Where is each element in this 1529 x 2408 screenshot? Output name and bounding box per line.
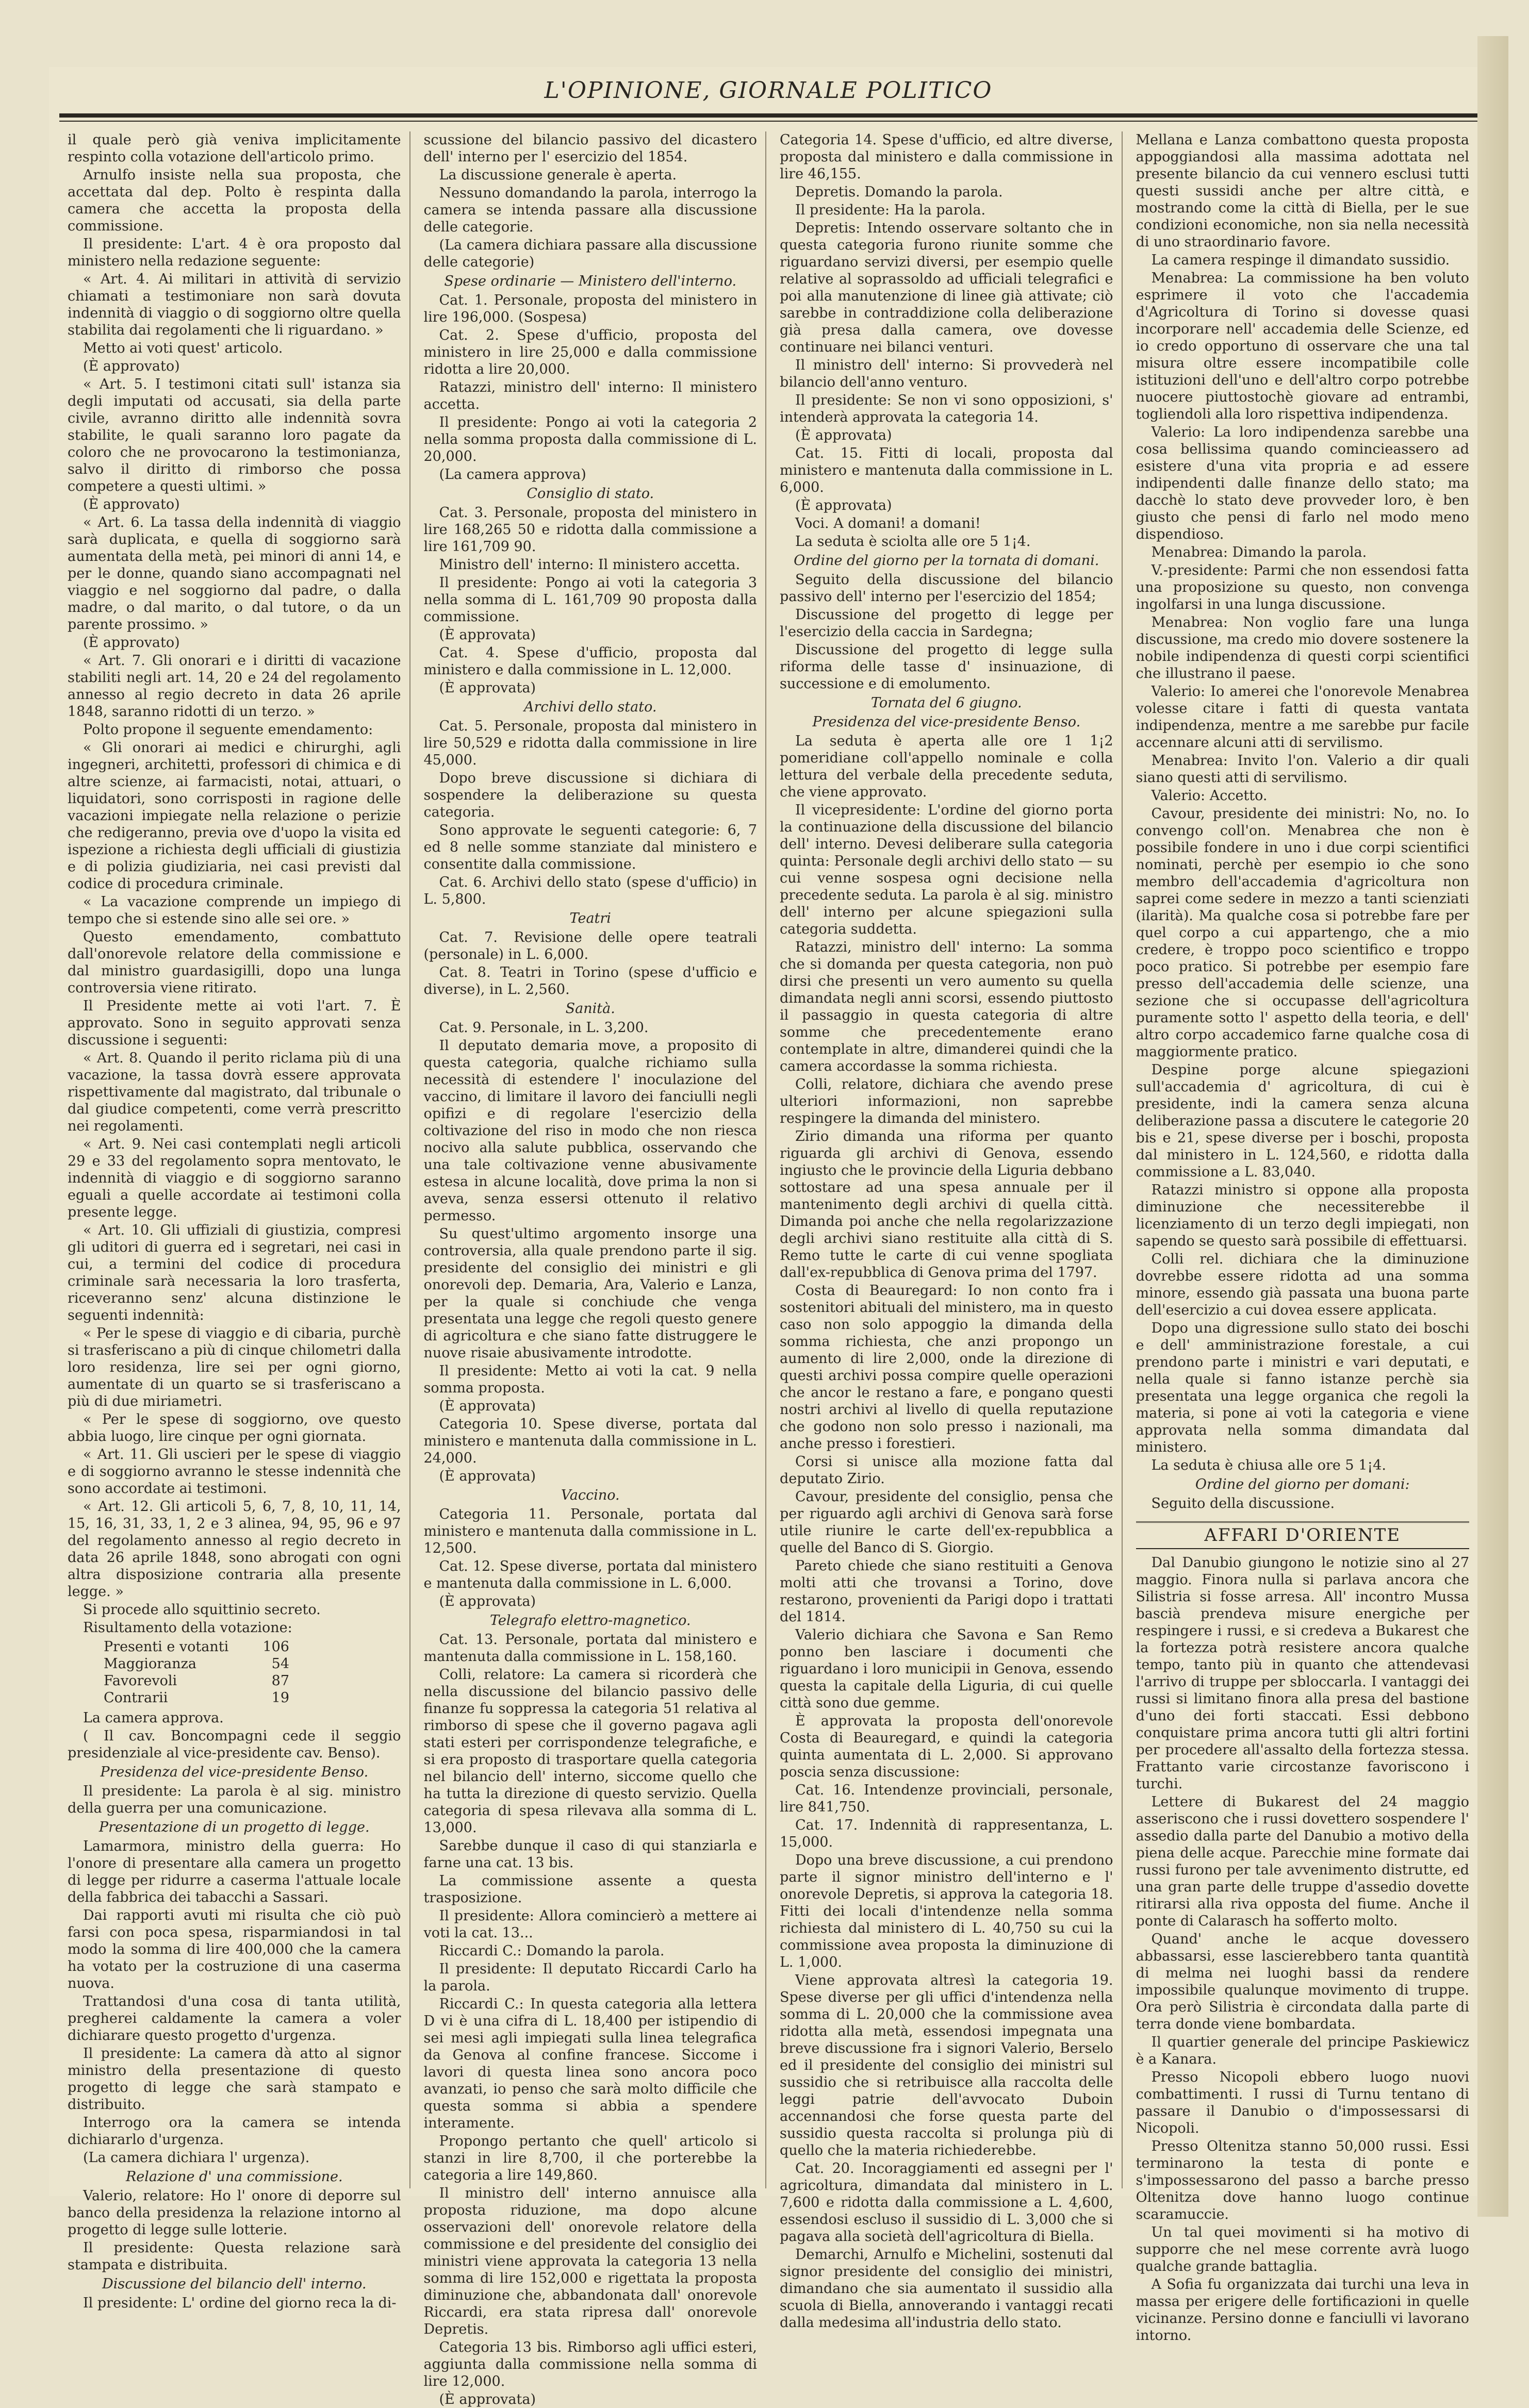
paragraph: La camera approva. [83, 1710, 224, 1726]
paragraph: « Per le spese di soggiorno, ove questo abbia luogo, lire cinque per ogni giornata. [68, 1411, 401, 1444]
paragraph: Il presidente: Questa relazione sarà stampata e distribuita. [68, 2240, 401, 2273]
paragraph: Categoria 10. Spese diverse, portata dal ministero e mantenuta dalla commissione in L. 24,000. [423, 1416, 757, 1466]
paragraph: Presso Oltenitza stanno 50,000 russi. Essi terminarono la testa di ponte e s'impossessarono del passo a barche presso Oltenitza dove hanno luogo continue scaramuccie. [1136, 2138, 1469, 2222]
paragraph: Il Presidente mette ai voti l'art. 7. È approvato. Sono in seguito approvati senza discussione i seguenti: [68, 998, 401, 1048]
section-heading: Presidenza del vice-presidente Benso. [812, 714, 1081, 730]
paragraph: Sono approvate le seguenti categorie: 6, 7 ed 8 nelle somme stanziate dal ministero e consentite dalla commissione. [423, 822, 757, 872]
paragraph: La seduta è sciolta alle ore 5 1¡4. [795, 534, 1031, 550]
paragraph: Despine porge alcune spiegazioni sull'accademia d' agricoltura, di cui è presidente, indi la camera senza alcuna deliberazione passa a discutere le categorie 20 bis e 21, spese diverse per i boschi, proposta dal ministero in L. 124,560, e ridotta dalla commissione a L. 83,040. [1136, 1062, 1469, 1180]
section-heading: Sanità. [565, 1001, 615, 1017]
paragraph: La seduta è aperta alle ore 1 1¡2 pomeridiane coll'appello nominale e colla lettura del verbale della precedente seduta, che viene approvato. [780, 733, 1113, 800]
paragraph: Cat. 17. Indennità di rappresentanza, L. 15,000. [780, 1817, 1113, 1850]
paragraph: Valerio, relatore: Ho l' onore di deporre sul banco della presidenza la relazione intorno al progetto di legge sulle lotterie. [68, 2188, 401, 2238]
paragraph: Categoria 14. Spese d'ufficio, ed altre diverse, proposta dal ministero e dalla commissione in lire 46,155. [780, 132, 1113, 182]
paragraph: Arnulfo insiste nella sua proposta, che accettata dal dep. Polto è respinta dalla camera che accetta la proposta della commissione. [68, 167, 401, 234]
section-heading: Discussione del bilancio dell' interno. [102, 2276, 367, 2292]
column-2 [416, 131, 767, 2407]
paragraph: Riccardi C.: In questa categoria alla lettera D vi è una cifra di L. 18,400 per istipendio di sei mesi agli impiegati sulla linea telegrafica da Genova al confine francese. Siccome i lavori di questa linea sono ancora poco avanzati, io penso che sarà molto difficile che questa somma si abbia a spendere interamente. [423, 1996, 757, 2131]
paragraph: Cat. 15. Fitti di locali, proposta dal ministero e mantenuta dalla commissione in L. 6,000. [780, 445, 1113, 495]
columns [59, 131, 1477, 2407]
paragraph: È approvata la proposta dell'onorevole Costa di Beauregard, e quindi la categoria quinta aumentata di L. 2,000. Si approvano poscia senza discussione: [780, 1713, 1113, 1780]
vote-row: Maggioranza 54 [104, 1656, 289, 1672]
section-heading: Relazione d' una commissione. [125, 2169, 343, 2185]
paragraph: Cat. 5. Personale, proposta dal ministero in lire 50,529 e ridotta dalla commissione in lire 45,000. [423, 718, 757, 768]
paragraph: Cat. 4. Spese d'ufficio, proposta dal ministero e dalla commissione in L. 12,000. [423, 645, 757, 678]
vote-row: Presenti e votanti 106 [104, 1639, 289, 1655]
paragraph: Quand' anche le acque dovessero abbassarsi, esse lascierebbero tanta quantità di melma nei luoghi bassi da rendere impossibile qualunque movimento di truppe. Ora però Silistria è circondata dalla parte di terra donde viene bombardata. [1136, 1931, 1469, 2032]
paragraph: ( Il cav. Boncompagni cede il seggio presidenziale al vice-presidente cav. Benso). [68, 1728, 401, 1761]
paragraph: (È approvata) [439, 1398, 536, 1414]
paragraph: Cat. 12. Spese diverse, portata dal ministero e mantenuta dalla commissione in L. 6,000. [423, 1558, 757, 1591]
paragraph: Lamarmora, ministro della guerra: Ho l'onore di presentare alla camera un progetto di legge per ridurre a caserma l'attuale locale della fabbrica dei tabacchi a Sassari. [68, 1838, 401, 1905]
paragraph: Il deputato demaria move, a proposito di questa categoria, qualche richiamo sulla necessità di estendere l' inoculazione del vaccino, di limitare il lavoro dei fanciulli negli opifizi e di regolare l'esercizio della coltivazione del riso in modo che non riesca nocivo alla salute pubblica, osservando che una tale coltivazione venne abusivamente estesa in alcune località, dove prima la non si aveva, senza essersi ottenuto il relativo permesso. [423, 1038, 757, 1224]
paragraph: Questo emendamento, combattuto dall'onorevole relatore della commissione e dal ministro guardasigilli, dopo una lunga controversia viene ritirato. [68, 929, 401, 996]
paragraph: (È approvata) [439, 2392, 536, 2407]
paragraph: (È approvato) [83, 635, 180, 651]
paragraph: (È approvata) [439, 627, 536, 643]
paragraph: Voci. A domani! a domani! [795, 516, 981, 532]
paragraph: Cat. 9. Personale, in L. 3,200. [439, 1020, 649, 1036]
vote-row: Favorevoli 87 [104, 1673, 289, 1689]
section-heading: Presidenza del vice-presidente Benso. [100, 1764, 369, 1780]
paragraph: Menabrea: Dimando la parola. [1151, 544, 1367, 560]
paragraph: Cat. 13. Personale, portata dal ministero e mantenuta dalla commissione in L. 158,160. [423, 1632, 757, 1665]
paragraph: scussione del bilancio passivo del dicastero dell' interno per l' esercizio del 1854. [423, 132, 757, 165]
paragraph: Il presidente: Metto ai voti la cat. 9 nella somma proposta. [423, 1363, 757, 1396]
section-heading: Presentazione di un progetto di legge. [98, 1819, 370, 1835]
paragraph: Colli rel. dichiara che la diminuzione dovrebbe essere ridotta ad una somma minore, essendo già passata una buona parte dell'esercizio a cui dovea essere applicata. [1136, 1251, 1469, 1318]
section-heading: Tornata del 6 giugno. [870, 695, 1022, 711]
paragraph: Polto propone il seguente emendamento: [83, 722, 373, 738]
paragraph: Valerio: La loro indipendenza sarebbe una cosa bellissima quando comincieassero ad esistere d'una vita propria e ad essere indipendenti dalle finanze dello stato; ma dacchè lo stato deve provveder loro, è ben giusto che pensi di farlo nel modo meno dispendioso. [1136, 424, 1469, 542]
paragraph: Il presidente: Allora comincierò a mettere ai voti la cat. 13... [423, 1908, 757, 1941]
paragraph: Menabrea: Non voglio fare una lunga discussione, ma credo mio dovere sostenere la nobile indipendenza di questi corpi scientifici che illustrano il paese. [1136, 615, 1469, 682]
paragraph: Il presidente: Se non vi sono opposizioni, s' intenderà approvata la categoria 14. [780, 392, 1113, 425]
paragraph: Cat. 16. Intendenze provinciali, personale, lire 841,750. [780, 1782, 1113, 1815]
paragraph: (È approvata) [439, 1593, 536, 1609]
paragraph: (È approvato) [83, 496, 180, 512]
paragraph: (La camera dichiara passare alla discussione delle categorie) [423, 237, 757, 270]
paragraph: Categoria 11. Personale, portata dal ministero e mantenuta dalla commissione in L. 12,500. [423, 1506, 757, 1556]
paragraph: Ministro dell' interno: Il ministero accetta. [439, 557, 741, 573]
paragraph: « Art. 9. Nei casi contemplati negli articoli 29 e 33 del regolamento sopra mentovato, le indennità di viaggio e di soggiorno saranno eguali a quelle accordate ai testimoni colla presente legge. [68, 1136, 401, 1220]
paragraph: « Art. 8. Quando il perito riclama più di una vacazione, la tassa dovrà essere approvata rispettivamente dal magistrato, dal tribunale o dal giudice competenti, come verrà prescritto nei regolamenti. [68, 1050, 401, 1134]
vote-row: Contrarii 19 [104, 1690, 289, 1706]
paragraph: Cat. 20. Incoraggiamenti ed assegni per l' agricoltura, dimandata dal ministero in L. 7,600 e ridotta dalla commissione a L. 4,600, essendosi escluso il sussidio di L. 3,000 che si pagava alla società dell'agricoltura di Biella. [780, 2161, 1113, 2245]
paragraph: Cat. 1. Personale, proposta del ministero in lire 196,000. (Sospesa) [423, 292, 757, 325]
paragraph: Il presidente: Il deputato Riccardi Carlo ha la parola. [423, 1961, 757, 1994]
paragraph: Sarebbe dunque il caso di qui stanziarla e farne una cat. 13 bis. [423, 1838, 757, 1871]
paragraph: La commissione assente a questa trasposizione. [423, 1873, 757, 1906]
paragraph: « Gli onorari ai medici e chirurghi, agli ingegneri, architetti, professori di chimica e di altre scienze, ai farmacisti, notai, attuari, o liquidatori, sono corrisposti in ragione delle vacazioni impiegate nella relazione o perizie che redigeranno, previa ove d'uopo la visita ed ispezione a richiesta degli ufficiali di giustizia e di polizia giudiziaria, nei casi previsti dal codice di procedura criminale. [68, 740, 401, 892]
section-heading: Spese ordinarie — Ministero dell'interno. [444, 273, 737, 289]
paragraph: Il presidente: Pongo ai voti la categoria 3 nella somma di L. 161,709 90 proposta dalla commissione. [423, 575, 757, 625]
column-1 [59, 131, 410, 2311]
paragraph: Colli, relatore: La camera si ricorderà che nella discussione del bilancio passivo delle finanze fu soppressa la categoria 51 relativa al rimborso di spese che il governo pagava agli stati esteri per corrispondenze telegrafiche, e si era proposto di trasportare quella categoria nel bilancio dell' interno, siccome quello che ha tutta la direzione di questo servizio. Quella categoria di spesa rilevava alla somma di L. 13,000. [423, 1667, 757, 1836]
section-heading: Archivi dello stato. [524, 699, 657, 715]
paragraph: Ratazzi, ministro dell' interno: La somma che si domanda per questa categoria, non può dirsi che presenti un vero aumento su quella dimandata negli anni scorsi, essendo piuttosto il passaggio in questa categoria di altre somme che precedentemente erano contemplate in altre, dimanderei quindi che la camera accordasse la somma richiesta. [780, 939, 1113, 1074]
paragraph: Cat. 8. Teatri in Torino (spese d'ufficio e diverse), in L. 2,560. [423, 965, 757, 998]
paragraph: Seguito della discussione del bilancio passivo dell' interno per l'esercizio del 1854; [780, 572, 1113, 605]
paragraph: Colli, relatore, dichiara che avendo prese ulteriori informazioni, non saprebbe respingere la dimanda del ministero. [780, 1076, 1113, 1126]
paragraph: Seguito della discussione. [1151, 1496, 1335, 1512]
section-heading: Ordine del giorno per domani: [1195, 1476, 1410, 1492]
paragraph: Il quartier generale del principe Paskiewicz è a Kanara. [1136, 2034, 1469, 2067]
paragraph: Propongo pertanto che quell' articolo si stanzi in lire 8,700, il che porterebbe la categoria a lire 149,860. [423, 2133, 757, 2183]
paragraph: Su quest'ultimo argomento insorge una controversia, alla quale prendono parte il sig. presidente del consiglio dei ministri e gli onorevoli dep. Demaria, Ara, Valerio e Lanza, per la quale si conchiude che venga presentata una legge che regoli questo genere di agricoltura e che siano fatte distruggere le nuove risaie abusivamente introdotte. [423, 1226, 757, 1361]
column-4 [1128, 131, 1478, 2344]
paragraph: Cat. 3. Personale, proposta del ministero in lire 168,265 50 e ridotta dalla commissione a lire 161,709 90. [423, 505, 757, 555]
paragraph: Dai rapporti avuti mi risulta che ciò può farsi con poca spesa, risparmiandosi in tal modo la somma di lire 400,000 che la camera ha votato per la costruzione di una caserma nuova. [68, 1907, 401, 1991]
header-rule-thin [59, 121, 1477, 122]
paragraph: Valerio dichiara che Savona e San Remo ponno ben lasciare i documenti che riguardano i loro municipii in Genova, essendo questa la capitale della Liguria, di cui quelle città sono due gemme. [780, 1627, 1113, 1711]
column-3 [771, 131, 1123, 2331]
paragraph: « Art. 7. Gli onorari e i diritti di vacazione stabiliti negli art. 14, 20 e 24 del regolamento annesso al regio decreto in data 26 aprile 1848, saranno ridotti di un terzo. » [68, 653, 401, 720]
paragraph: Nessuno domandando la parola, interrogo la camera se intenda passare alla discussione delle categorie. [423, 185, 757, 235]
paragraph: Il presidente: Pongo ai voti la categoria 2 nella somma proposta dalla commissione di L. 20,000. [423, 414, 757, 464]
affari-oriente-heading: AFFARI D'ORIENTE [1136, 1521, 1470, 1549]
paragraph: Dopo breve discussione si dichiara di sospendere la deliberazione su questa categoria. [423, 770, 757, 820]
paragraph: « Art. 5. I testimoni citati sull' istanza sia degli imputati od accusati, sia della parte civile, avranno diritto alle indennità sovra stabilite, le quali saranno loro pagate da coloro che ne provocarono la testimonianza, salvo il diritto di rimborso che possa competere a questi ultimi. » [68, 376, 401, 494]
paragraph: (È approvata) [795, 427, 892, 443]
paragraph: Il presidente: Ha la parola. [795, 202, 986, 218]
paragraph: Valerio: Accetto. [1151, 788, 1268, 804]
paragraph: La discussione generale è aperta. [439, 167, 677, 183]
paragraph: Ratazzi, ministro dell' interno: Il ministero accetta. [423, 379, 757, 412]
paragraph: Valerio: Io amerei che l'onorevole Menabrea volesse citare i fatti di questa vantata indipendenza, mentre a me sarebbe pur facile accennare alcuni atti di servilismo. [1136, 684, 1469, 751]
paragraph: (È approvata) [439, 680, 536, 696]
paragraph: « Art. 6. La tassa della indennità di viaggio sarà duplicata, e quella di soggiorno sarà aumentata della metà, pei minori di anni 14, e per le donne, quando siano accompagnati nel viaggio e nel soggiorno dal padre, o dalla madre, o dal marito, o dal tutore, o da un parente prossimo. » [68, 514, 401, 633]
paragraph: (La camera approva) [439, 467, 586, 483]
paragraph: (È approvata) [795, 497, 892, 513]
section-heading: Consiglio di stato. [527, 486, 654, 502]
paragraph: « Art. 12. Gli articoli 5, 6, 7, 8, 10, 11, 14, 15, 16, 31, 33, 1, 2 e 3 alinea, 94, 95, 96 e 97 del regolamento annesso al regio decreto in data 26 aprile 1848, sono abrogati con ogni altra disposizione contraria alla presente legge. » [68, 1499, 401, 1600]
paragraph: (La camera dichiara l' urgenza). [83, 2150, 310, 2166]
paragraph: Il presidente: La parola è al sig. ministro della guerra per una comunicazione. [68, 1783, 401, 1816]
paragraph: (È approvato) [83, 358, 180, 374]
paragraph: Riccardi C.: Domando la parola. [439, 1943, 665, 1959]
paragraph: Lettere di Bukarest del 24 maggio asseriscono che i russi dovettero sospendere l' assedio dalla parte del Danubio a motivo della piena delle acque. Parecchie mine formate dai russi furono per tale avvenimento distrutte, ed una gran parte delle truppe d'assedio dovette ritirarsi alla riva opposta del fiume. Anche il ponte di Calarasch ha sofferto molto. [1136, 1794, 1469, 1929]
paragraph: Cat. 6. Archivi dello stato (spese d'ufficio) in L. 5,800. [423, 874, 757, 907]
newspaper-page [49, 67, 1488, 2407]
paragraph: « La vacazione comprende un impiego di tempo che si estende sino alle sei ore. » [68, 894, 401, 927]
paragraph: Il ministro dell' interno annuisce alla proposta riduzione, ma dopo alcune osservazioni dell' onorevole relatore della commissione e del presidente del consiglio dei ministri viene approvata la categoria 13 nella somma di lire 152,000 e rigettata la proposta diminuzione che, abbandonata dall' onorevole Riccardi, era stata ripresa dall' onorevole Depretis. [423, 2185, 757, 2337]
paragraph: Cat. 2. Spese d'ufficio, proposta del ministero in lire 25,000 e dalla commissione ridotta a lire 20,000. [423, 327, 757, 377]
paragraph: Risultamento della votazione: [83, 1620, 292, 1636]
paragraph: « Art. 11. Gli uscieri per le spese di viaggio e di soggiorno avranno le stesse indennità che sono accordate ai testimoni. [68, 1447, 401, 1497]
paragraph: Costa di Beauregard: Io non conto fra i sostenitori abituali del ministero, ma in questo caso non solo appoggio la dimanda della somma richiesta, che anzi propongo un aumento di lire 2,000, onde la direzione di questi archivi possa compire quelle operazioni che ancor le restano a fare, e pongano questi nostri archivi al livello di quella reputazione che godono non solo presso i nazionali, ma anche presso i forestieri. [780, 1283, 1113, 1452]
paragraph: « Art. 4. Ai militari in attività di servizio chiamati a testimoniare non sarà dovuta indennità di viaggio o di soggiorno oltre quella stabilita dai regolamenti che li riguardano. » [68, 271, 401, 338]
paragraph: Depretis. Domando la parola. [795, 184, 1003, 200]
paragraph: A Sofia fu organizzata dai turchi una leva in massa per erigere delle fortificazioni in quelle vicinanze. Persino donne e fanciulli vi lavorano intorno. [1136, 2277, 1469, 2344]
paragraph: Menabrea: Invito l'on. Valerio a dir quali siano questi atti di servilismo. [1136, 753, 1469, 786]
paragraph: Presso Nicopoli ebbero luogo nuovi combattimenti. I russi di Turnu tentano di passare il Danubio o d'impossessarsi di Nicopoli. [1136, 2069, 1469, 2136]
paragraph: Ratazzi ministro si oppone alla proposta diminuzione che necessiterebbe il licenziamento di un terzo degli impiegati, non sapendo se questo sarà possibile di effettuarsi. [1136, 1182, 1469, 1249]
section-heading: Ordine del giorno per la tornata di domani. [794, 553, 1099, 569]
section-heading: Teatri [569, 910, 611, 926]
section-heading: Vaccino. [561, 1487, 620, 1503]
paragraph: Discussione del progetto di legge per l'esercizio della caccia in Sardegna; [780, 607, 1113, 640]
paragraph: Il presidente: La camera dà atto al signor ministro della presentazione di questo progetto di legge che sarà stampato e distribuito. [68, 2046, 401, 2113]
paragraph: Depretis: Intendo osservare soltanto che in questa categoria furono riunite somme che riguardano servizi diversi, per esempio quelle relative al soprassoldo ad ufficiali telegrafici e poi alla manutenzione di linee già attivate; ciò sarebbe in contraddizione colla deliberazione già presa dalla camera, ove dovesse continuare nei bilanci venturi. [780, 220, 1113, 355]
paragraph: Corsi si unisce alla mozione fatta dal deputato Zirio. [780, 1454, 1113, 1487]
paragraph: (È approvata) [439, 1468, 536, 1484]
paragraph: Un tal quei movimenti si ha motivo di supporre che nel mese corrente avrà luogo qualche grande battaglia. [1136, 2224, 1469, 2274]
paragraph: Dal Danubio giungono le notizie sino al 27 maggio. Finora nulla si parlava ancora che Silistria si fosse arresa. All' incontro Mussa bascià prendeva misure energiche per respingere i russi, e si credeva a Bukarest che la fortezza potrà resistere ancora qualche tempo, tanto più in quanto che attendevasi l'arrivo di truppe per sbloccarla. I vantaggi dei russi si limitano finora alla presa del bastione d'uno dei forti staccati. Essi debbono conquistare prima ancora tutti gli altri fortini per procedere all'assalto della fortezza stessa. Frattanto varie circostanze favoriscono i turchi. [1136, 1555, 1469, 1792]
paragraph: Menabrea: La commissione ha ben voluto esprimere il voto che l'accademia d'Agricoltura di Torino si dovesse quasi incorporare nell' accademia delle Scienze, ed io credo opportuno di osservare che una tal misura oltre essere incompatibile colle istituzioni dell'uno e dell'altro corpo potrebbe nuocere piuttostochè giovare ad entrambi, togliendoli alla loro rispettiva indipendenza. [1136, 270, 1469, 422]
masthead: L'OPINIONE, GIORNALE POLITICO [544, 77, 993, 104]
paragraph: « Per le spese di viaggio e di cibaria, purchè si trasferiscano a più di cinque chilometri dalla loro residenza, lire sei per ogni giorno, aumentate di un quarto se si trasferiscano a più di due miriametri. [68, 1325, 401, 1409]
paragraph: Cavour, presidente del consiglio, pensa che per riguardo agli archivi di Genova sarà forse utile riunire le carte dell'ex-repubblica a quelle del Banco di S. Giorgio. [780, 1489, 1113, 1556]
paragraph: Demarchi, Arnulfo e Michelini, sostenuti dal signor presidente del consiglio dei ministri, dimandano che sia aumentato il sussidio alla scuola di Biella, annoverando i vantaggi recati dalla medesima all'industria dello stato. [780, 2247, 1113, 2331]
paragraph: Viene approvata altresì la categoria 19. Spese diverse per gli uffici d'intendenza nella somma di L. 20,000 che la commissione avea ridotta alla metà, essendosi impegnata una breve discussione fra i signori Valerio, Berselo ed il presidente del consiglio dei ministri sul sussidio che si retribuisce alla raccolta delle leggi patrie dell'avvocato Duboin accennandosi che forse questa parte del sussidio questa raccolta si prolunga più di quello che la materia richiederebbe. [780, 1972, 1113, 2158]
paragraph: Pareto chiede che siano restituiti a Genova molti atti che trovansi a Torino, dove restarono, provenienti da Parigi dopo i trattati del 1814. [780, 1558, 1113, 1625]
paragraph: Dopo una digressione sullo stato dei boschi e dell' amministrazione forestale, a cui prendono parte i ministri e vari deputati, e nella quale si fanno istanze perchè sia presentata una legge organica che regoli la materia, si pone ai voti la categoria e viene approvata nella somma dimandata dal ministero. [1136, 1320, 1469, 1455]
paragraph: Metto ai voti quest' articolo. [83, 340, 283, 356]
paragraph: Mellana e Lanza combattono questa proposta appoggiandosi alla massima adottata nel presente bilancio da cui vennero esclusi tutti questi sussidi anche per altre città, e mostrando come la città di Biella, per le sue condizioni economiche, non sia nella necessità di uno straordinario favore. [1136, 132, 1469, 250]
paragraph: Trattandosi d'una cosa di tanta utilità, pregherei caldamente la camera a voler dichiarare questo progetto d'urgenza. [68, 1994, 401, 2044]
paragraph: Dopo una breve discussione, a cui prendono parte il signor ministro dell'interno e l' onorevole Depretis, si approva la categoria 18. Fitti dei locali d'intendenze nella somma richiesta dal ministero di L. 40,750 su cui la commissione avea proposta la diminuzione di L. 1,000. [780, 1852, 1113, 1970]
header-rule-thick [59, 113, 1477, 118]
paragraph: La camera respinge il dimandato sussidio. [1151, 252, 1450, 268]
section-heading: Telegrafo elettro-magnetico. [489, 1613, 691, 1629]
paragraph: Zirio dimanda una riforma per quanto riguarda gli archivi di Genova, essendo ingiusto che le provincie della Liguria debbano sottostare ad una spesa annuale per il mantenimento degli archivi di quella città. Dimanda poi anche che nella regolarizzazione degli archivi siano restituite alla città di S. Remo tutte le carte di cui venne spogliata dall'ex-repubblica di Genova prima del 1797. [780, 1128, 1113, 1281]
paragraph: Interrogo ora la camera se intenda dichiararlo d'urgenza. [68, 2115, 401, 2148]
paragraph: Il ministro dell' interno: Si provvederà nel bilancio dell'anno venturo. [780, 357, 1113, 390]
paragraph: Categoria 13 bis. Rimborso agli uffici esteri, aggiunta dalla commissione nella somma di lire 12,000. [423, 2339, 757, 2389]
vote-results [104, 1638, 289, 1706]
paragraph: Il presidente: L'art. 4 è ora proposto dal ministero nella redazione seguente: [68, 236, 401, 269]
paragraph: « Art. 10. Gli uffiziali di giustizia, compresi gli uditori di guerra ed i segretari, nei casi in cui, a termini del codice di procedura criminale sarà necessaria la loro trasferta, riceveranno senz' alcuna distinzione le seguenti indennità: [68, 1222, 401, 1323]
paragraph: Discussione del progetto di legge sulla riforma delle tasse d' insinuazione, di successione e di emolumento. [780, 642, 1113, 692]
paragraph: La seduta è chiusa alle ore 5 1¡4. [1151, 1457, 1386, 1473]
paragraph: Il vicepresidente: L'ordine del giorno porta la continuazione della discussione del bilancio dell' interno. Devesi deliberare sulla categoria quinta: Personale degli archivi dello stato — su cui venne sospesa ogni decisione nella precedente seduta. La parola è al sig. ministro dell' interno per alcune spiegazioni sulla categoria suddetta. [780, 802, 1113, 937]
paragraph: Cat. 7. Revisione delle opere teatrali (personale) in L. 6,000. [423, 929, 757, 962]
paragraph: Il presidente: L' ordine del giorno reca la di- [83, 2295, 397, 2311]
paragraph: il quale però già veniva implicitamente respinto colla votazione dell'articolo primo. [68, 132, 401, 165]
paragraph: Cavour, presidente dei ministri: No, no. Io convengo coll'on. Menabrea che non è possibile fondere in uno i due corpi scientifici nominati, perchè per esempio io che sono membro dell'accademia d'agricoltura non saprei come sedere in mezzo a tanti scienziati (ilarità). Ma qualche cosa si potrebbe fare per quel corpo a cui appartengo, che a mio credere, è troppo poco scientifico e troppo poco pratico. Si potrebbe per esempio fare presso dell'accademia delle scienze, una sezione che si occupasse dell'agricoltura puramente sotto l' aspetto della teoria, e dell' altro corpo accademico farne qualche cosa di maggiormente pratico. [1136, 806, 1469, 1060]
paragraph: Si procede allo squittinio secreto. [83, 1602, 321, 1618]
paragraph: V.-presidente: Parmi che non essendosi fatta una proposizione su questo, non convenga ingolfarsi in una lunga discussione. [1136, 562, 1469, 612]
